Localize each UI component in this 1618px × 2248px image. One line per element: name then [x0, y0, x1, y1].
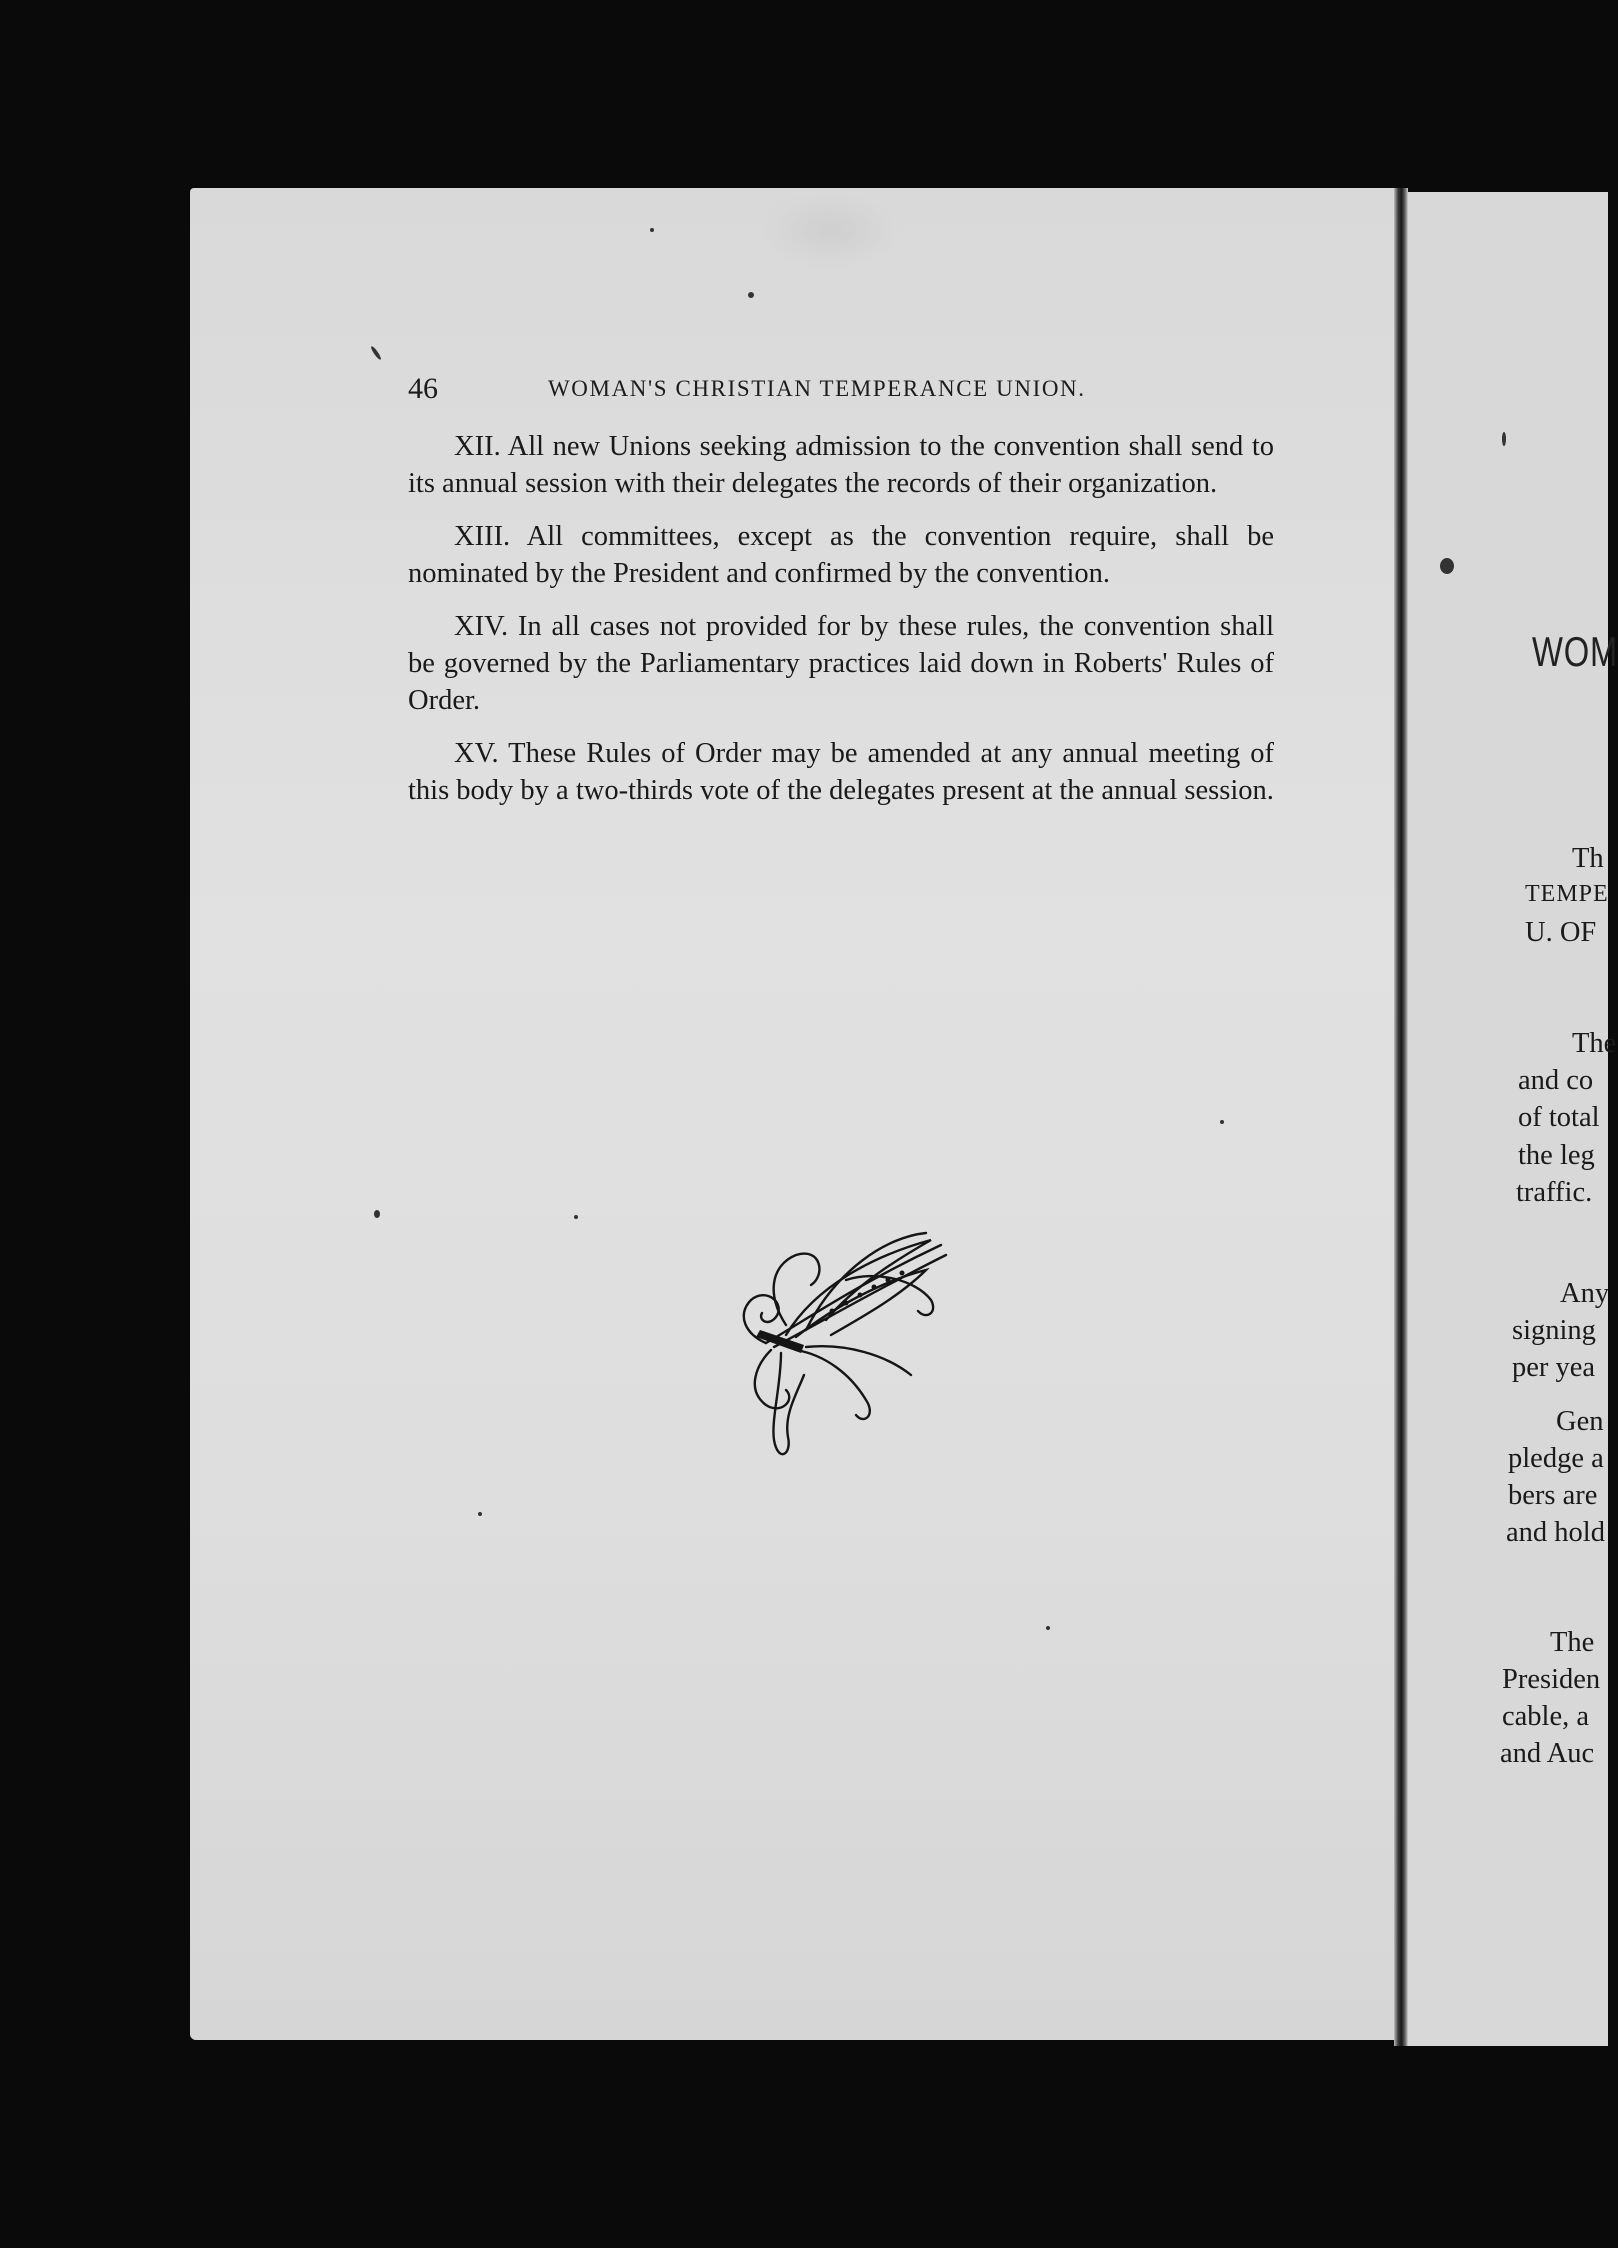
right-fragment: The	[1550, 1627, 1595, 1658]
rule-xv: XV. These Rules of Order may be amended at any annual meeting of this body by a two-thirds vote of the delegates present at the annual session.	[408, 738, 1274, 806]
right-fragment: Gen	[1556, 1406, 1604, 1437]
dust-speck	[574, 1215, 578, 1219]
right-fragment: pledge a	[1508, 1443, 1604, 1474]
running-title: WOMAN'S CHRISTIAN TEMPERANCE UNION.	[548, 376, 1086, 401]
right-fragment: The	[1572, 1028, 1617, 1059]
right-fragment: Presiden	[1502, 1664, 1601, 1695]
dust-speck	[478, 1512, 482, 1516]
ink-bleed-mark	[760, 190, 900, 270]
right-fragment: and co	[1518, 1065, 1594, 1096]
dust-speck	[650, 228, 654, 232]
right-page-title-fragment: WOM	[1532, 628, 1618, 675]
dust-speck	[1046, 1626, 1050, 1630]
dust-speck	[1440, 558, 1454, 574]
right-fragment: Any	[1560, 1278, 1610, 1309]
right-fragment: and Auc	[1500, 1738, 1595, 1769]
dust-speck	[1502, 432, 1506, 446]
book-gutter	[1394, 188, 1408, 2046]
rule-xiii: XIII. All committees, except as the convention require, shall be nominated by the President and confirmed by the convention.	[408, 521, 1274, 589]
right-fragment: signing	[1512, 1315, 1596, 1346]
right-fragment: U. OF	[1525, 917, 1597, 948]
right-fragment: the leg	[1518, 1140, 1595, 1171]
right-fragment: per yea	[1512, 1352, 1596, 1383]
right-fragment: and hold	[1506, 1517, 1605, 1548]
right-fragment: bers are	[1508, 1480, 1598, 1511]
rules-of-order-text	[408, 428, 1274, 825]
right-fragment: cable, a	[1502, 1701, 1590, 1732]
fleuron-ornament	[726, 1225, 956, 1465]
running-head	[408, 372, 1278, 412]
right-fragment: Th	[1572, 843, 1604, 874]
dust-speck	[1220, 1120, 1224, 1124]
right-fragment: TEMPE	[1525, 881, 1609, 907]
right-fragment: of total	[1518, 1102, 1600, 1133]
page-number: 46	[408, 372, 438, 405]
rule-xiv: XIV. In all cases not provided for by these rules, the convention shall be governed by the Parliamentary practices laid down in Roberts' Rules of Order.	[408, 611, 1274, 716]
right-fragment: traffic.	[1516, 1177, 1593, 1208]
dust-speck	[374, 1210, 380, 1218]
dust-speck	[748, 292, 754, 298]
rule-xii: XII. All new Unions seeking admission to the convention shall send to its annual session with their delegates the records of their organization.	[408, 431, 1274, 499]
